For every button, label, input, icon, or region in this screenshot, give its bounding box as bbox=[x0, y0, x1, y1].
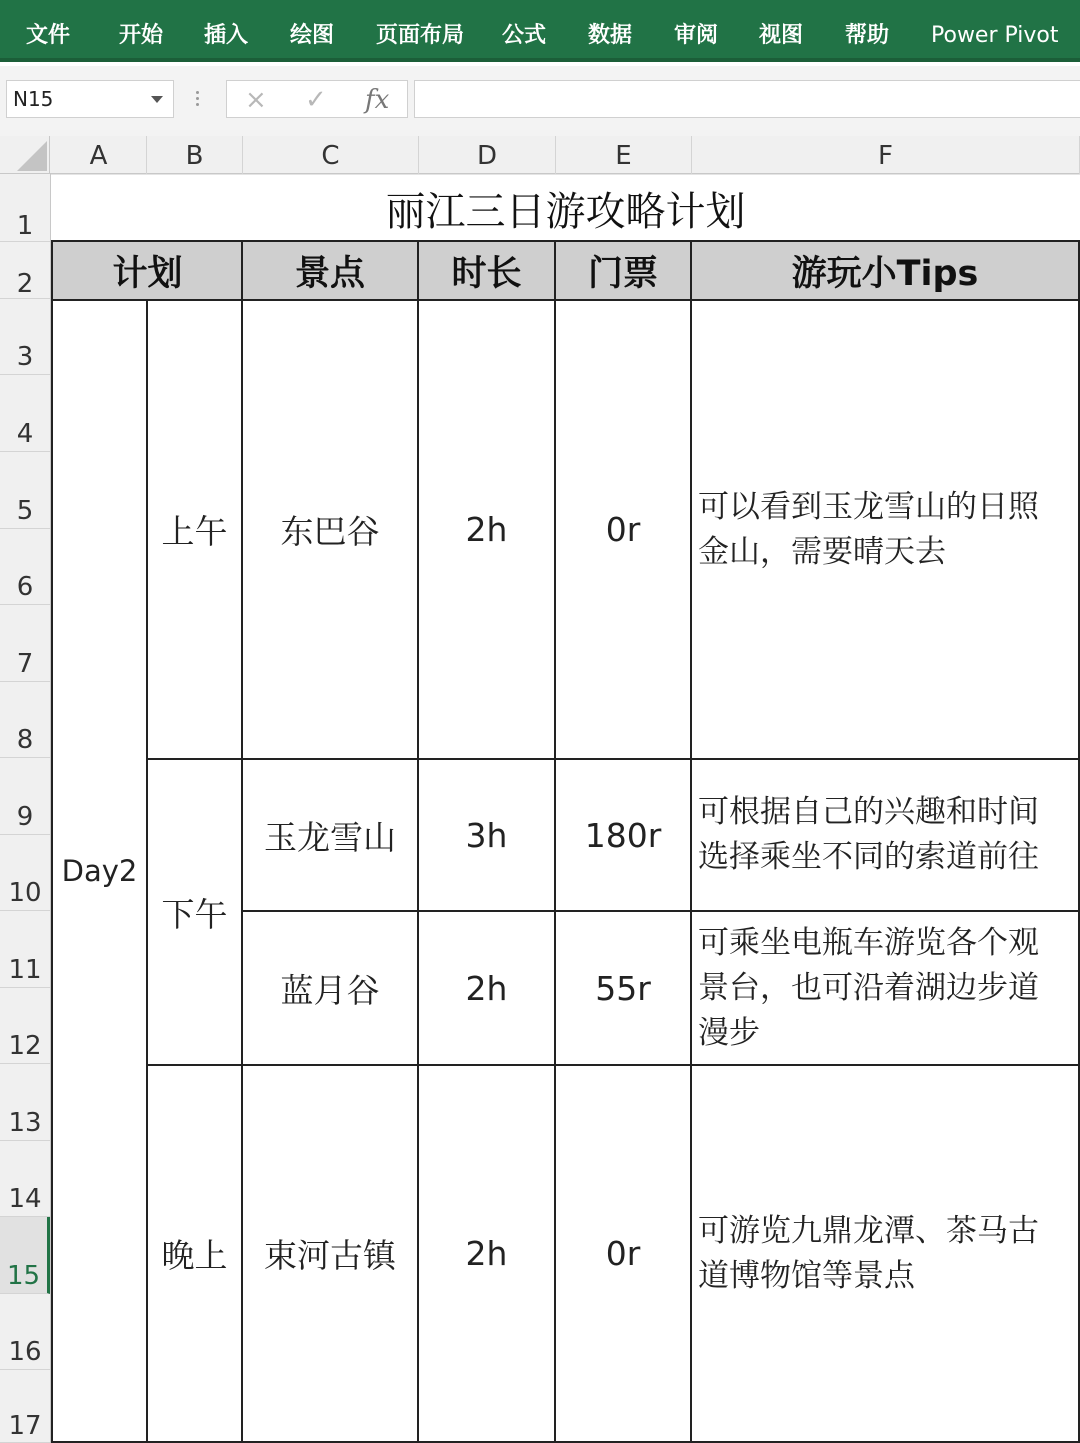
ribbon-tab-file[interactable]: 文件 bbox=[26, 23, 71, 48]
ribbon-tab-review[interactable]: 审阅 bbox=[674, 23, 719, 48]
tips-cell[interactable]: 可根据自己的兴趣和时间选择乘坐不同的索道前往 bbox=[690, 758, 1080, 912]
formula-actions bbox=[226, 80, 408, 118]
row-header-14[interactable]: 14 bbox=[0, 1141, 50, 1217]
ticket-cell[interactable]: 180r bbox=[554, 758, 692, 912]
select-all-button[interactable] bbox=[0, 136, 50, 174]
ribbon-tab-formulas[interactable]: 公式 bbox=[502, 23, 547, 48]
ribbon-tab-home[interactable]: 开始 bbox=[119, 23, 164, 48]
row-header-11[interactable]: 11 bbox=[0, 911, 50, 988]
column-header-a[interactable]: A bbox=[51, 136, 147, 174]
worksheet-grid[interactable] bbox=[51, 174, 1080, 1443]
period-evening[interactable]: 晚上 bbox=[146, 1064, 243, 1443]
row-header-2[interactable]: 2 bbox=[0, 242, 50, 299]
ribbon-tab-data[interactable]: 数据 bbox=[588, 23, 633, 48]
row-header-8[interactable]: 8 bbox=[0, 682, 50, 758]
name-box-value: N15 bbox=[13, 87, 54, 111]
chevron-down-icon[interactable] bbox=[151, 96, 163, 103]
spot-cell[interactable]: 蓝月谷 bbox=[241, 910, 419, 1066]
column-header-e[interactable]: E bbox=[556, 136, 692, 174]
ribbon-tab-insert[interactable]: 插入 bbox=[204, 23, 249, 48]
drag-handle-icon[interactable] bbox=[196, 88, 202, 112]
row-header-5[interactable]: 5 bbox=[0, 452, 50, 529]
header-ticket[interactable]: 门票 bbox=[554, 240, 692, 301]
duration-cell[interactable]: 2h bbox=[417, 299, 556, 760]
row-header-15-selected[interactable]: 15 bbox=[0, 1217, 50, 1294]
formula-bar bbox=[0, 66, 1080, 136]
check-icon[interactable]: ✓ bbox=[305, 85, 327, 115]
ribbon-tab-view[interactable]: 视图 bbox=[759, 23, 804, 48]
ribbon-tab-page-layout[interactable]: 页面布局 bbox=[376, 23, 465, 48]
duration-cell[interactable]: 2h bbox=[417, 1064, 556, 1443]
ticket-cell[interactable]: 0r bbox=[554, 1064, 692, 1443]
header-plan[interactable]: 计划 bbox=[51, 240, 244, 301]
ribbon-tab-power-pivot[interactable]: Power Pivot bbox=[931, 23, 1059, 48]
spot-cell[interactable]: 束河古镇 bbox=[241, 1064, 419, 1443]
row-header-13[interactable]: 13 bbox=[0, 1064, 50, 1141]
spot-cell[interactable]: 东巴谷 bbox=[241, 299, 419, 760]
name-box[interactable] bbox=[6, 80, 174, 118]
column-header-f[interactable]: F bbox=[692, 136, 1080, 174]
tips-cell[interactable]: 可以看到玉龙雪山的日照金山，需要晴天去 bbox=[690, 299, 1080, 760]
header-duration[interactable]: 时长 bbox=[417, 240, 556, 301]
column-header-d[interactable]: D bbox=[419, 136, 556, 174]
row-header-6[interactable]: 6 bbox=[0, 529, 50, 605]
select-all-icon bbox=[17, 141, 47, 171]
ribbon-tab-draw[interactable]: 绘图 bbox=[290, 23, 335, 48]
row-header-12[interactable]: 12 bbox=[0, 988, 50, 1064]
row-header-1[interactable]: 1 bbox=[0, 174, 50, 242]
column-header-c[interactable]: C bbox=[243, 136, 419, 174]
insert-function-icon[interactable]: fx bbox=[365, 85, 390, 115]
period-afternoon[interactable]: 下午 bbox=[146, 758, 243, 1066]
row-header-10[interactable]: 10 bbox=[0, 835, 50, 911]
sheet-title[interactable]: 丽江三日游攻略计划 bbox=[385, 188, 746, 235]
ribbon-tab-help[interactable]: 帮助 bbox=[845, 23, 890, 48]
row-header-4[interactable]: 4 bbox=[0, 375, 50, 452]
header-spot[interactable]: 景点 bbox=[241, 240, 419, 301]
column-header-b[interactable]: B bbox=[147, 136, 243, 174]
day-cell[interactable]: Day2 bbox=[51, 299, 148, 1443]
ticket-cell[interactable]: 0r bbox=[554, 299, 692, 760]
ticket-cell[interactable]: 55r bbox=[554, 910, 692, 1066]
header-tips[interactable]: 游玩小Tips bbox=[690, 240, 1080, 301]
row-header-17[interactable]: 17 bbox=[0, 1370, 50, 1443]
row-header-column bbox=[0, 174, 51, 1443]
row-header-7[interactable]: 7 bbox=[0, 605, 50, 682]
tips-cell[interactable]: 可游览九鼎龙潭、茶马古道博物馆等景点 bbox=[690, 1064, 1080, 1443]
duration-cell[interactable]: 3h bbox=[417, 758, 556, 912]
tips-cell[interactable]: 可乘坐电瓶车游览各个观景台，也可沿着湖边步道漫步 bbox=[690, 910, 1080, 1066]
row-header-16[interactable]: 16 bbox=[0, 1294, 50, 1370]
spot-cell[interactable]: 玉龙雪山 bbox=[241, 758, 419, 912]
row-header-3[interactable]: 3 bbox=[0, 299, 50, 375]
column-header-row bbox=[0, 136, 1080, 174]
formula-input[interactable] bbox=[414, 80, 1080, 118]
row-header-9[interactable]: 9 bbox=[0, 758, 50, 835]
cancel-icon[interactable]: × bbox=[245, 85, 267, 115]
period-morning[interactable]: 上午 bbox=[146, 299, 243, 760]
ribbon-tab-bar bbox=[0, 0, 1080, 62]
duration-cell[interactable]: 2h bbox=[417, 910, 556, 1066]
